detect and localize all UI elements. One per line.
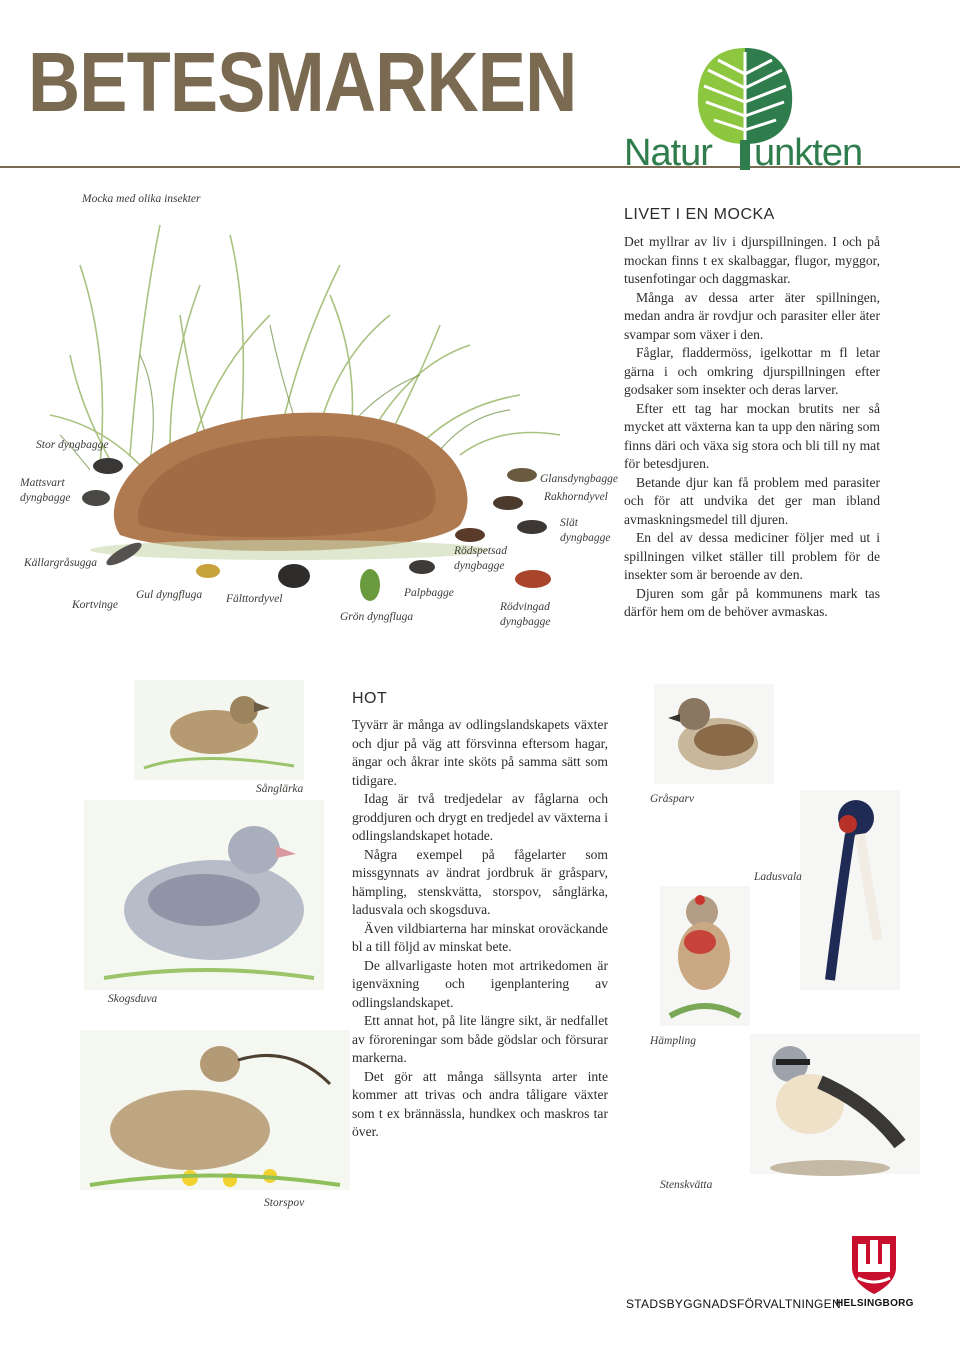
livet-paragraph: En del av dessa mediciner följer med ut i spillningen vilket ställer till problem för de insekter som är beroende av den. (624, 530, 880, 582)
wheatear-illustration (750, 1034, 920, 1174)
hot-paragraph: Några exempel på fågelarter som missgynnats av ändrat jordbruk är gråsparv, hämpling, stenskvätta, storspov, sånglärka, ladusvala och skogsduva. (352, 846, 608, 917)
skylark-illustration (134, 680, 304, 780)
label-stenskvatta: Stenskvätta (660, 1179, 713, 1191)
label-palpbagge: Palpbagge (404, 587, 454, 599)
logo-text-right: unkten (754, 132, 863, 174)
hot-body (352, 716, 608, 1142)
label-kallargrasugga: Källargråsugga (24, 557, 98, 569)
helsingborg-crest-icon (850, 1234, 898, 1296)
linnet-illustration (660, 886, 750, 1026)
livet-paragraph: Det myllrar av liv i djurspillningen. I och på mockan finns t ex skalbaggar, flugor, myggor, tusenfotingar och daggmaskar. (624, 234, 880, 286)
footer-city: HELSINGBORG (836, 1298, 914, 1309)
livet-paragraph: Efter ett tag har mockan brutits ner så mycket att växterna kan ta upp den näring som finns däri och växa sig stora och bli till ny mat för betesdjuren. (624, 400, 880, 471)
hot-paragraph: De allvarligaste hoten mot artrikedomen är igenväxning och igenplantering av odlingslandskapet. (352, 957, 608, 1010)
beetle-icon (272, 556, 316, 596)
hot-paragraph: Tyvärr är många av odlingslandskapets växter och djur på väg att försvinna eftersom hagar, ängar och åkrar inte sköts på samma sätt som tidigare. (352, 717, 608, 788)
stock-dove-illustration (84, 800, 324, 990)
label-storspov: Storspov (264, 1197, 305, 1209)
beetle-icon (512, 516, 552, 538)
hot-paragraph: Även vildbiarterna har minskat oroväckande bl a till följd av minskat bete. (352, 920, 608, 954)
label-sanglarka: Sånglärka (256, 783, 304, 795)
label-ladusvala: Ladusvala (754, 871, 802, 883)
label-falttordyvel: Fälttordyvel (226, 593, 283, 605)
hot-paragraph: Ett annat hot, på lite längre sikt, är nedfallet av föroreningar som både gödslar och försurar markerna. (352, 1013, 608, 1065)
label-rodspetsad-2: dyngbagge (454, 560, 505, 572)
label-grasparv: Gråsparv (650, 793, 695, 805)
label-kortvinge: Kortvinge (72, 599, 118, 611)
label-glansdyngbagge: Glansdyngbagge (540, 473, 618, 485)
label-slat-2: dyngbagge (560, 532, 611, 544)
fly-icon (188, 556, 228, 586)
livet-paragraph: Betande djur kan få problem med parasiter och för att undvika det ger man ibland avmaskningsmedel till djuren. (624, 474, 880, 527)
beetle-icon (78, 488, 114, 508)
livet-heading: LIVET I EN MOCKA (624, 206, 775, 223)
hot-heading: HOT (352, 690, 388, 707)
beetle-icon (502, 464, 542, 486)
label-skogsduva: Skogsduva (108, 993, 158, 1005)
label-mattsvart-1: Mattsvart (20, 477, 65, 489)
woodlouse-icon (100, 542, 148, 566)
label-hampling: Hämpling (650, 1035, 696, 1047)
label-slat-1: Slät (560, 517, 578, 529)
label-mattsvart-2: dyngbagge (20, 492, 71, 504)
label-stor-dyngbagge: Stor dyngbagge (36, 439, 109, 451)
label-rakhorndyvel: Rakhorndyvel (544, 491, 608, 503)
livet-body (624, 233, 880, 622)
logo-text-left: Natur (624, 132, 712, 174)
livet-paragraph: Många av dessa arter äter spillningen, medan andra är rovdjur och parasiter eller äter svampar som växer i den. (624, 289, 880, 342)
beetle-icon (404, 556, 440, 578)
livet-paragraph: Djuren som går på kommunens mark tas därför hem om de behöver avmaskas. (624, 585, 880, 619)
label-rodvingad-2: dyngbagge (500, 616, 551, 628)
label-gul-dyngfluga: Gul dyngfluga (136, 589, 203, 601)
label-rodvingad-1: Rödvingad (500, 601, 550, 613)
mocka-figure-caption: Mocka med olika insekter (82, 193, 201, 205)
fly-icon (350, 560, 390, 610)
beetle-icon (90, 456, 126, 476)
beetle-icon (510, 566, 556, 592)
label-rodspetsad-1: Rödspetsad (454, 545, 508, 557)
livet-paragraph: Fåglar, fladdermöss, igelkottar m fl letar gärna i och omkring djurspillningen efter godsaker som insekter och deras larver. (624, 345, 880, 397)
curlew-illustration (80, 1030, 350, 1190)
footer-org: STADSBYGGNADSFÖRVALTNINGEN (626, 1297, 841, 1311)
house-sparrow-illustration (654, 684, 774, 784)
hot-paragraph: Det gör att många sällsynta arter inte kommer att trivas och andra tåligare växter som t ex brännässla, hundkex och maskros tar över. (352, 1068, 608, 1139)
label-gron-dyngfluga: Grön dyngfluga (340, 611, 414, 623)
page-title: BETESMARKEN (28, 35, 577, 129)
hot-paragraph: Idag är två tredjedelar av fåglarna och groddjuren och drygt en tredjedel av växterna i odlingslandskapet hotade. (352, 791, 608, 843)
beetle-icon (488, 492, 528, 514)
barn-swallow-illustration (800, 790, 900, 990)
beetle-icon (450, 524, 490, 546)
